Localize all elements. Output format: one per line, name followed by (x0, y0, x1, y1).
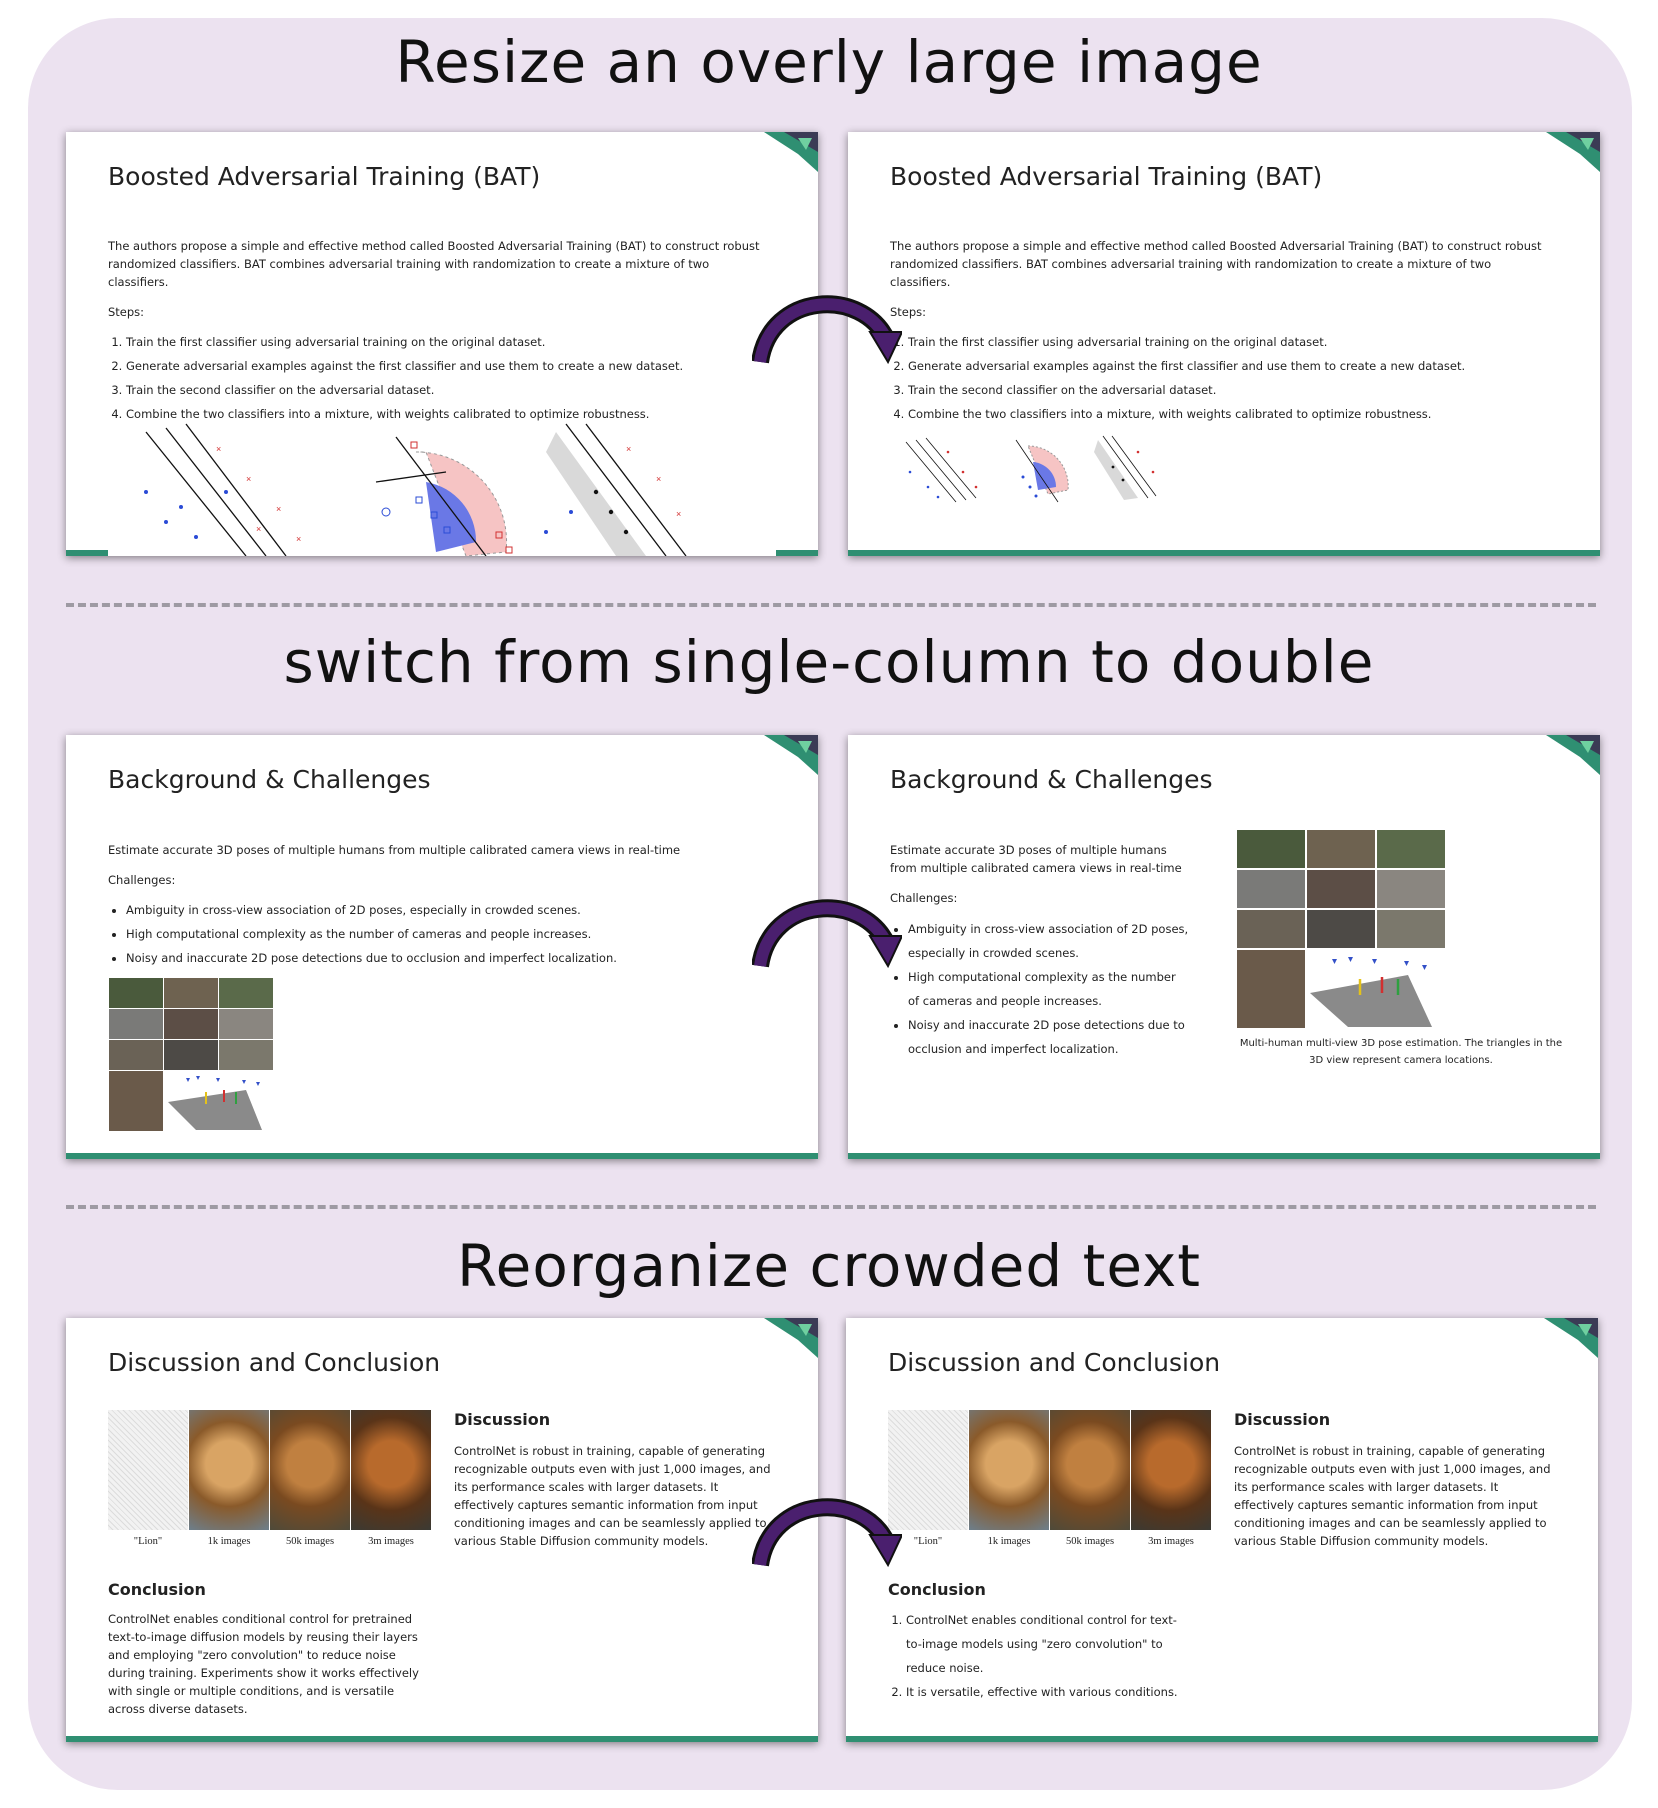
svg-text:×: × (676, 509, 682, 519)
conclusion-heading: Conclusion (108, 1580, 206, 1599)
slide-title: Background & Challenges (108, 765, 431, 794)
lion-caption: 50k images (1065, 1536, 1115, 1547)
challenges-label: Challenges: (890, 891, 958, 905)
discussion-text: ControlNet is robust in training, capable of generating recognizable outputs even with just 1,000 images, and its performance scales with larger datasets. It effectively captures semantic information from input conditioning images and can be seamlessly applied to various Stable Diffusion community models. (454, 1444, 771, 1548)
conclusion-text: ControlNet enables conditional control for pretrained text-to-image diffusion models by reusing their layers and employing "zero convolution" to reduce noise during training. Experiments show it works effectively with single or multiple conditions, and is versatile across diverse datasets. (108, 1612, 419, 1716)
list-item: • High computational complexity as the number of cameras and people increases. (126, 925, 768, 943)
corner-logo-icon (1536, 735, 1600, 779)
slide-bg-after (848, 735, 1600, 1159)
slide-footer-bar (66, 1153, 818, 1159)
slide-bat-before (66, 132, 818, 556)
corner-logo-icon (754, 1318, 818, 1362)
slide-footer-bar (848, 1153, 1600, 1159)
discussion-heading: Discussion (454, 1410, 551, 1429)
challenges-list (108, 901, 768, 967)
list-item: 2. It is versatile, effective with various conditions. (906, 1680, 1188, 1704)
lion-caption: "Lion" (133, 1536, 163, 1547)
svg-text:×: × (626, 444, 632, 454)
list-item: • Ambiguity in cross-view association of 2D poses, especially in crowded scenes. (908, 917, 1190, 965)
intro-text: Estimate accurate 3D poses of multiple humans from multiple calibrated camera views in real-time (108, 843, 681, 857)
lion-caption: 50k images (285, 1536, 335, 1547)
classifier-diagrams-large (126, 422, 746, 556)
steps-list (108, 333, 768, 423)
intro-text: Estimate accurate 3D poses of multiple humans from multiple calibrated camera views in real-time (890, 843, 1182, 875)
lion-images (108, 1410, 432, 1560)
slide-title: Discussion and Conclusion (888, 1348, 1221, 1377)
section-divider (66, 1205, 1596, 1209)
list-item: 1. Train the first classifier using adversarial training on the original dataset. (908, 333, 1550, 351)
list-item: • Noisy and inaccurate 2D pose detections due to occlusion and imperfect localization. (126, 949, 768, 967)
steps-list (890, 333, 1550, 423)
challenges-list (890, 917, 1190, 1061)
discussion-text: ControlNet is robust in training, capable of generating recognizable outputs even with just 1,000 images, and its performance scales with larger datasets. It effectively captures semantic information from input conditioning images and can be seamlessly applied to various Stable Diffusion community models. (1234, 1444, 1551, 1548)
multiview-image-large (1236, 829, 1446, 1029)
list-item: 3. Train the second classifier on the adversarial dataset. (908, 381, 1550, 399)
list-item: 3. Train the second classifier on the adversarial dataset. (126, 381, 768, 399)
steps-label: Steps: (890, 305, 927, 319)
slide-title: Background & Challenges (890, 765, 1213, 794)
intro-text: The authors propose a simple and effective method called Boosted Adversarial Training (BAT) to construct robust randomized classifiers. BAT combines adversarial training with randomization to create a mixture of two classifiers. (108, 239, 760, 289)
list-item: 4. Combine the two classifiers into a mixture, with weights calibrated to optimize robustness. (908, 405, 1550, 423)
slide-bat-after (848, 132, 1600, 556)
figure-caption: Multi-human multi-view 3D pose estimation. The triangles in the 3D view represent camera locations. (1239, 1038, 1563, 1066)
list-item: 1. Train the first classifier using adversarial training on the original dataset. (126, 333, 768, 351)
conclusion-list (888, 1608, 1188, 1704)
classifier-diagrams-small (898, 432, 1198, 512)
list-item: • High computational complexity as the number of cameras and people increases. (908, 965, 1190, 1013)
section-title-columns: switch from single-column to double (283, 628, 1375, 696)
section-title-resize: Resize an overly large image (395, 28, 1263, 96)
list-item: 2. Generate adversarial examples against the first classifier and use them to create a new dataset. (126, 357, 768, 375)
svg-text:×: × (656, 474, 662, 484)
lion-caption: 3m images (368, 1536, 414, 1547)
list-item: 2. Generate adversarial examples against the first classifier and use them to create a new dataset. (908, 357, 1550, 375)
transition-arrow-icon (752, 896, 902, 996)
conclusion-heading: Conclusion (888, 1580, 986, 1599)
slide-title: Boosted Adversarial Training (BAT) (108, 162, 541, 191)
corner-logo-icon (1536, 132, 1600, 176)
transition-arrow-icon (752, 292, 902, 392)
discussion-heading: Discussion (1234, 1410, 1331, 1429)
lion-caption: 1k images (987, 1536, 1031, 1547)
list-item: • Noisy and inaccurate 2D pose detections due to occlusion and imperfect localization. (908, 1013, 1190, 1061)
svg-text:×: × (276, 504, 282, 514)
steps-label: Steps: (108, 305, 145, 319)
svg-text:×: × (216, 444, 222, 454)
slide-footer-bar (66, 550, 818, 556)
list-item: 1. ControlNet enables conditional control for text-to-image models using "zero convolution" to reduce noise. (906, 1608, 1188, 1680)
corner-logo-icon (754, 735, 818, 779)
lion-caption: "Lion" (913, 1536, 943, 1547)
list-item: • Ambiguity in cross-view association of 2D poses, especially in crowded scenes. (126, 901, 768, 919)
slide-footer-bar (846, 1736, 1598, 1742)
corner-logo-icon (1534, 1318, 1598, 1362)
slide-dc-after (846, 1318, 1598, 1742)
section-title-reorganize: Reorganize crowded text (456, 1232, 1202, 1300)
slide-title: Discussion and Conclusion (108, 1348, 441, 1377)
svg-text:×: × (246, 474, 252, 484)
lion-caption: 3m images (1148, 1536, 1194, 1547)
slide-bg-before (66, 735, 818, 1159)
slide-dc-before (66, 1318, 818, 1742)
corner-logo-icon (754, 132, 818, 176)
challenges-label: Challenges: (108, 873, 176, 887)
section-divider (66, 603, 1596, 607)
lion-images (888, 1410, 1212, 1560)
lion-caption: 1k images (207, 1536, 251, 1547)
multiview-image-small (108, 977, 274, 1133)
slide-footer-bar (66, 1736, 818, 1742)
transition-arrow-icon (752, 1495, 902, 1595)
list-item: 4. Combine the two classifiers into a mixture, with weights calibrated to optimize robustness. (126, 405, 768, 423)
slide-footer-bar (848, 550, 1600, 556)
svg-text:×: × (296, 534, 302, 544)
svg-text:×: × (256, 524, 262, 534)
intro-text: The authors propose a simple and effective method called Boosted Adversarial Training (BAT) to construct robust randomized classifiers. BAT combines adversarial training with randomization to create a mixture of two classifiers. (890, 239, 1542, 289)
slide-title: Boosted Adversarial Training (BAT) (890, 162, 1323, 191)
